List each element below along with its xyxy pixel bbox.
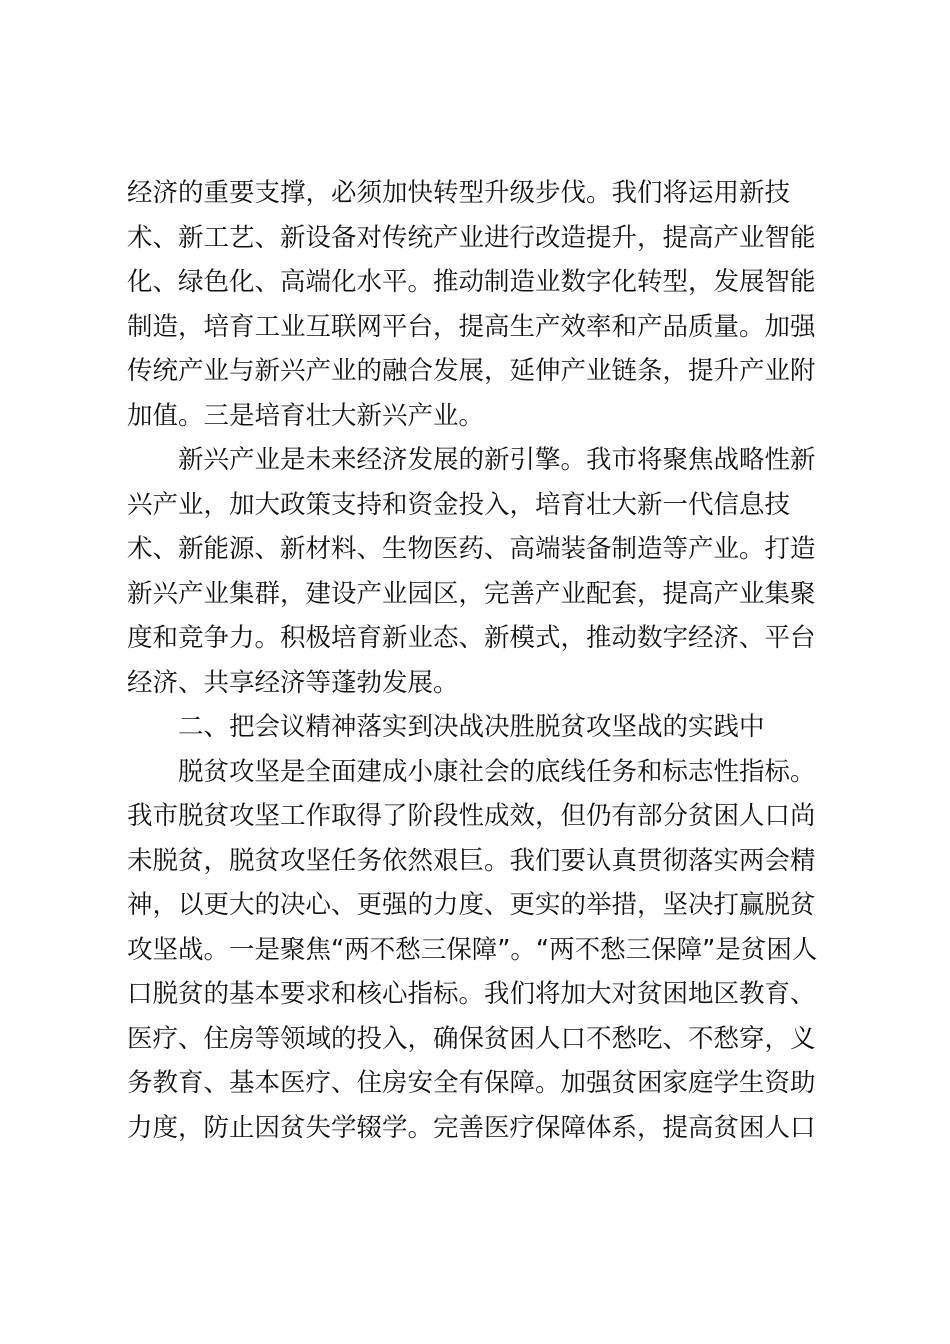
paragraph-line: 化、绿色化、高端化水平。推动制造业数字化转型，发展智能 (127, 267, 816, 297)
paragraph-line: 未脱贫，脱贫攻坚任务依然艰巨。我们要认真贯彻落实两会精 (127, 845, 816, 876)
paragraph-line: 经济、共享经济等蓬勃发展。 (127, 667, 459, 698)
paragraph-line: 攻坚战。一是聚焦“两不愁三保障”。“两不愁三保障”是贫困人 (127, 934, 818, 965)
paragraph-line: 制造，培育工业互联网平台，提高生产效率和产品质量。加强 (127, 311, 816, 342)
paragraph-line: 术、新能源、新材料、生物医药、高端装备制造等产业。打造 (127, 534, 816, 564)
paragraph-first-line: 新兴产业是未来经济发展的新引擎。我市将聚焦战略性新 (178, 445, 816, 475)
paragraph-line: 度和竞争力。积极培育新业态、新模式，推动数字经济、平台 (127, 623, 816, 653)
paragraph-line: 术、新工艺、新设备对传统产业进行改造提升，提高产业智能 (127, 222, 816, 253)
section-heading: 二、把会议精神落实到决战决胜脱贫攻坚战的实践中 (178, 712, 765, 742)
paragraph-line: 兴产业，加大政策支持和资金投入，培育壮大新一代信息技 (127, 489, 791, 520)
paragraph-line: 经济的重要支撑，必须加快转型升级步伐。我们将运用新技 (127, 178, 791, 208)
paragraph-line: 务教育、基本医疗、住房安全有保障。加强贫困家庭学生资助 (127, 1068, 816, 1098)
paragraph-line: 我市脱贫攻坚工作取得了阶段性成效，但仍有部分贫困人口尚 (127, 801, 816, 831)
paragraph-first-line: 脱贫攻坚是全面建成小康社会的底线任务和标志性指标。 (178, 756, 816, 787)
paragraph-line: 医疗、住房等领域的投入，确保贫困人口不愁吃、不愁穿，义 (127, 1023, 816, 1054)
paragraph-line: 神，以更大的决心、更强的力度、更实的举措，坚决打赢脱贫 (127, 890, 816, 920)
paragraph-line: 力度，防止因贫失学辍学。完善医疗保障体系，提高贫困人口 (127, 1112, 816, 1143)
paragraph-line: 加值。三是培育壮大新兴产业。 (127, 400, 485, 431)
document-body (127, 171, 827, 1150)
paragraph-line: 口脱贫的基本要求和核心指标。我们将加大对贫困地区教育、 (127, 979, 816, 1009)
paragraph-line: 传统产业与新兴产业的融合发展，延伸产业链条，提升产业附 (127, 356, 816, 386)
paragraph-line: 新兴产业集群，建设产业园区，完善产业配套，提高产业集聚 (127, 578, 816, 609)
